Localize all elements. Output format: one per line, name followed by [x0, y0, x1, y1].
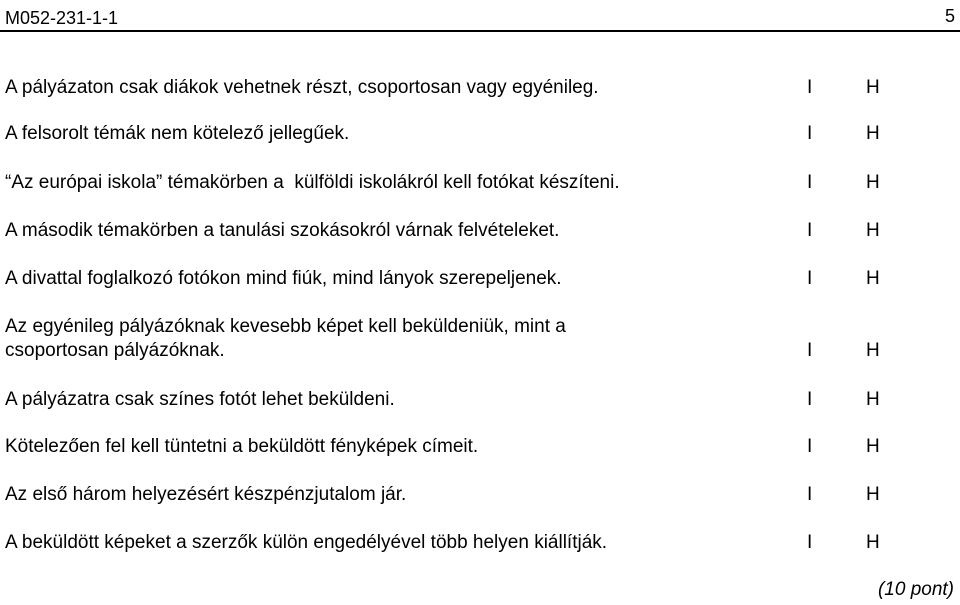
- answer-false-option[interactable]: H: [866, 340, 880, 361]
- document-code: M052-231-1-1: [5, 8, 119, 28]
- page-header: [0, 0, 960, 30]
- answer-false-option[interactable]: H: [866, 123, 880, 144]
- answer-false-option[interactable]: H: [866, 484, 880, 505]
- statement-text: A második témakörben a tanulási szokásokról várnak felvételeket.: [5, 220, 560, 241]
- answer-false-option[interactable]: H: [866, 436, 880, 457]
- answer-true-option[interactable]: I: [807, 340, 813, 361]
- statement-text: Kötelezően fel kell tüntetni a beküldött fényképek címeit.: [5, 436, 479, 457]
- points-total: (10 pont): [877, 579, 954, 600]
- statement-text: A felsorolt témák nem kötelező jellegűek.: [5, 123, 350, 144]
- answer-true-option[interactable]: I: [807, 484, 813, 505]
- answer-false-option[interactable]: H: [866, 389, 880, 410]
- statement-text: A beküldött képeket a szerzők külön engedélyével több helyen kiállítják.: [5, 532, 608, 553]
- answer-true-option[interactable]: I: [807, 532, 813, 553]
- statement-text: Az egyénileg pályázóknak kevesebb képet kell beküldeniük, mint a csoportosan pályázóknak.: [5, 316, 566, 361]
- statement-text: A divattal foglalkozó fotókon mind fiúk, mind lányok szerepeljenek.: [5, 268, 562, 289]
- header-rule: [0, 30, 960, 32]
- answer-true-option[interactable]: I: [807, 220, 813, 241]
- statement-text: Az első három helyezésért készpénzjutalom jár.: [5, 484, 407, 505]
- statement-text: “Az európai iskola” témakörben a külföldi iskolákról kell fotókat készíteni.: [5, 172, 620, 193]
- answer-true-option[interactable]: I: [807, 268, 813, 289]
- answer-true-option[interactable]: I: [807, 436, 813, 457]
- page-number: 5: [944, 6, 955, 26]
- answer-true-option[interactable]: I: [807, 123, 813, 144]
- answer-false-option[interactable]: H: [866, 77, 880, 98]
- statement-text: A pályázaton csak diákok vehetnek részt, csoportosan vagy egyénileg.: [5, 77, 599, 98]
- answer-false-option[interactable]: H: [866, 532, 880, 553]
- answer-false-option[interactable]: H: [866, 172, 880, 193]
- answer-false-option[interactable]: H: [866, 220, 880, 241]
- answer-true-option[interactable]: I: [807, 77, 813, 98]
- statement-text: A pályázatra csak színes fotót lehet beküldeni.: [5, 389, 395, 410]
- answer-true-option[interactable]: I: [807, 172, 813, 193]
- answer-false-option[interactable]: H: [866, 268, 880, 289]
- answer-true-option[interactable]: I: [807, 389, 813, 410]
